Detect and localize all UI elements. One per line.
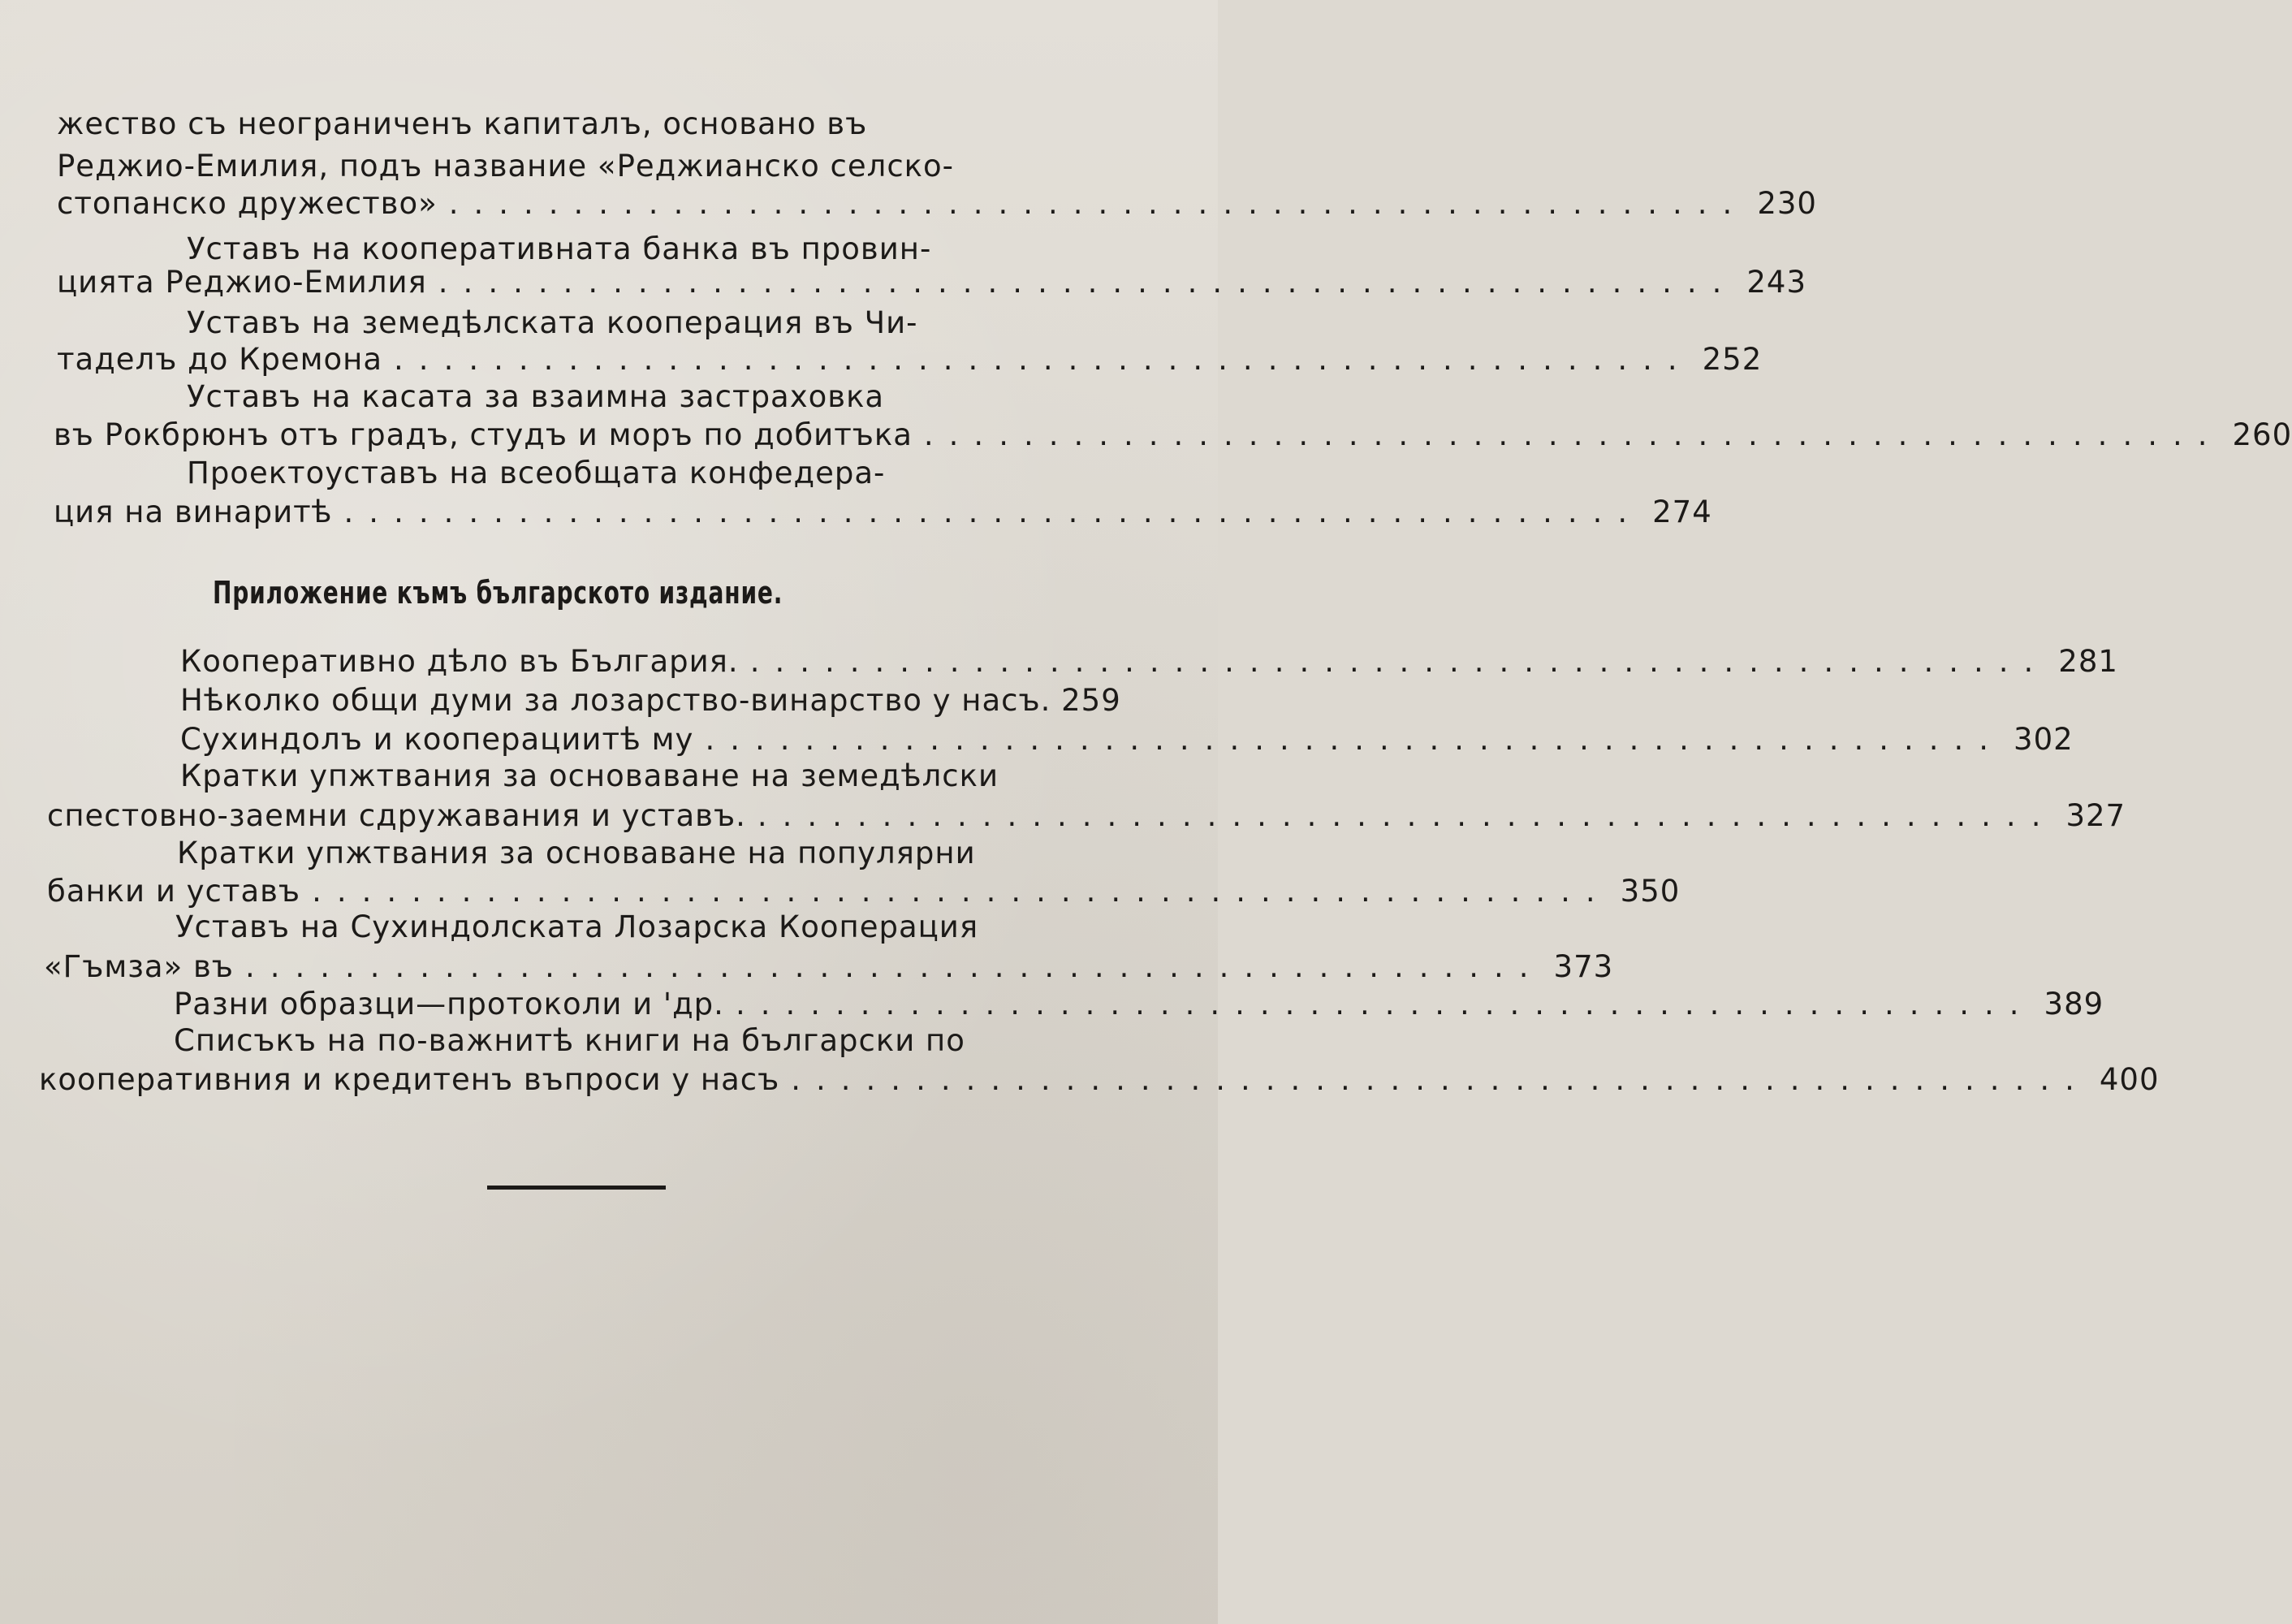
entry-line <box>180 758 1033 795</box>
leader-dots: .................................................... <box>448 186 1748 221</box>
entry-line <box>44 948 1614 986</box>
entry-text: Уставъ на кооперативната банка въ провин- <box>187 231 932 266</box>
entry-line <box>47 797 2126 835</box>
entry-text: цията Реджио-Емилия <box>57 265 427 300</box>
entry-text: въ Рокбрюнъ отъ градъ, студъ и моръ по добитъка <box>54 417 913 452</box>
leader-dots: .................................................... <box>923 417 2223 452</box>
page-number: 252 <box>1702 342 1763 377</box>
entry-line <box>175 909 978 946</box>
entry-text: Уставъ на Сухиндолската Лозарска Кооперация <box>175 909 979 944</box>
entry-line <box>39 1061 2160 1099</box>
entry-line <box>57 106 950 143</box>
entry-line <box>180 721 2074 758</box>
leader-dots: .................................................... <box>244 949 1544 984</box>
entry-line <box>57 341 1763 378</box>
entry-line <box>54 494 1712 531</box>
entry-line <box>57 185 1817 222</box>
page-number: 389 <box>2044 987 2104 1021</box>
leader-dots: .................................................... <box>312 874 1611 909</box>
entry-text: спестовно-заемни сдружавания и уставъ. <box>47 798 746 833</box>
entry-line <box>174 986 2104 1023</box>
page-number: 260 <box>2232 417 2292 452</box>
leader-dots: .................................................... <box>705 722 2005 757</box>
page-number: 302 <box>2014 722 2074 757</box>
entry-line <box>187 304 917 342</box>
page-number: 373 <box>1553 949 1614 984</box>
entry-text: Нѣколко общи думи за лозарство-винарство у насъ. 259 <box>180 683 1121 718</box>
page-number: 400 <box>2099 1062 2160 1097</box>
leader-dots: .................................................... <box>394 342 1693 377</box>
page-number: 230 <box>1757 186 1817 221</box>
entry-line <box>187 455 885 492</box>
entry-text: ция на винаритѣ <box>54 495 333 529</box>
entry-text: таделъ до Кремона <box>57 342 383 377</box>
entry-text: Уставъ на касата за взаимна застраховка <box>187 379 885 414</box>
entry-text: Кратки упжтвания за основаване на популярни <box>177 836 976 870</box>
entry-text: Кратки упжтвания за основаване на земедѣлски <box>180 758 999 793</box>
entry-text: Проектоуставъ на всеобщата конфедера- <box>187 456 886 490</box>
page-number: 281 <box>2058 644 2118 679</box>
closing-rule <box>487 1186 666 1190</box>
leader-dots: .................................................... <box>791 1062 2090 1097</box>
entry-line <box>54 417 2292 454</box>
entry-text: кооперативния и кредитенъ въпроси у насъ <box>39 1062 780 1097</box>
entry-text: Списъкъ на по-важнитѣ книги на български по <box>174 1023 965 1058</box>
leader-dots: .................................................... <box>438 265 1737 300</box>
entry-text: Сухиндолъ и кооперациитѣ му <box>180 722 694 757</box>
entry-line <box>187 231 931 268</box>
entry-line <box>180 643 2118 680</box>
entry-line <box>177 835 976 872</box>
entry-text: стопанско дружество» <box>57 186 438 221</box>
entry-text: «Гъмза» въ <box>44 949 234 984</box>
page-number: 327 <box>2065 798 2126 833</box>
leader-dots: .................................................... <box>343 495 1643 529</box>
page-number: 274 <box>1652 495 1712 529</box>
leader-dots: .................................................... <box>757 798 2057 833</box>
entry-text: Разни образци—протоколи и 'др. <box>174 987 724 1021</box>
entry-text: жество съ неограниченъ капиталъ, основано въ <box>57 106 868 141</box>
entry-text: Кооперативно дѣло въ България. <box>180 644 739 679</box>
entry-line <box>187 378 884 416</box>
entry-line <box>47 873 1681 910</box>
entry-text: Реджио-Емилия, подъ название «Реджианско селско- <box>57 149 954 184</box>
entry-text: Уставъ на земедѣлската кооперация въ Чи- <box>187 305 918 340</box>
page-number: 350 <box>1620 874 1681 909</box>
entry-line <box>180 682 1121 719</box>
entry-line <box>174 1022 1018 1060</box>
leader-dots: .................................................... <box>749 644 2049 679</box>
entry-line <box>57 148 954 185</box>
entry-line <box>57 264 1807 301</box>
section-heading: Приложение къмъ българското издание. <box>213 575 783 611</box>
page-number: 243 <box>1746 265 1807 300</box>
entry-text: банки и уставъ <box>47 874 301 909</box>
leader-dots: .................................................... <box>735 987 2035 1021</box>
